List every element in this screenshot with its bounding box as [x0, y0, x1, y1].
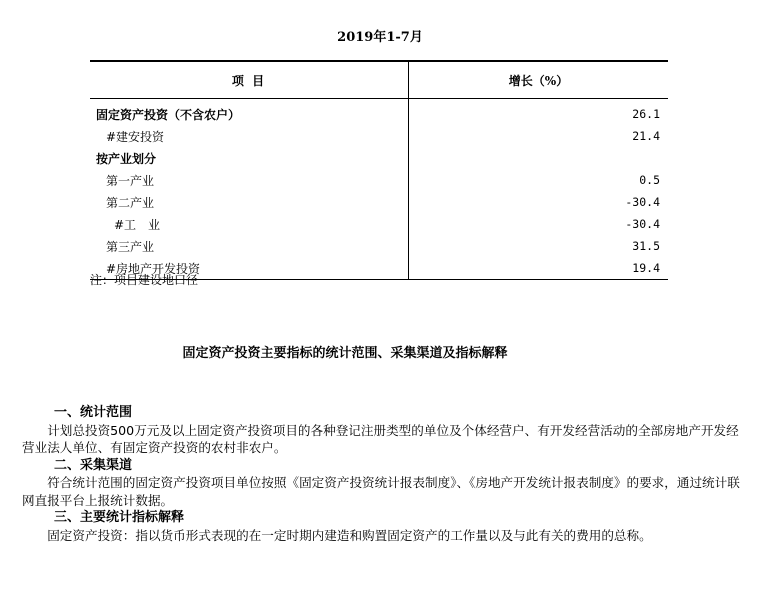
row-value: 21.4: [632, 129, 660, 143]
table-row: [90, 147, 668, 169]
report-period: 2019年1-7月: [337, 30, 423, 45]
column-header-growth: 增长（%）: [409, 61, 669, 99]
table-row: [90, 99, 668, 126]
table-row: [90, 125, 668, 147]
explanation-block: [22, 404, 748, 544]
row-value: -30.4: [625, 195, 660, 209]
table-row: [90, 213, 668, 235]
column-header-item: 项 目: [90, 61, 409, 99]
row-value: -30.4: [625, 217, 660, 231]
paragraph-channel: 符合统计范围的固定资产投资项目单位按照《固定资产投资统计报表制度》、《房地产开发统计报表制度》的要求，通过统计联网直报平台上报统计数据。: [22, 475, 740, 508]
table-note: 注：项目建设地口径: [90, 273, 199, 287]
row-label: #工 业: [90, 213, 409, 235]
heading-scope: 一、统计范围: [54, 405, 133, 420]
table-row: [90, 169, 668, 191]
table-row: [90, 235, 668, 257]
table-row: [90, 191, 668, 213]
row-value: 31.5: [632, 239, 660, 253]
row-value: 19.4: [409, 257, 669, 280]
row-label: #房地产开发投资: [90, 257, 409, 280]
section-title: 固定资产投资主要指标的统计范围、采集渠道及指标解释: [182, 346, 508, 361]
table-header-row: [90, 61, 668, 99]
row-label: #建安投资: [90, 125, 409, 147]
row-label: 第一产业: [90, 169, 409, 191]
row-label: 按产业划分: [90, 147, 409, 169]
row-value: [409, 147, 669, 169]
row-label: 固定资产投资（不含农户）: [90, 99, 409, 126]
heading-indicators: 三、主要统计指标解释: [54, 510, 185, 525]
row-value: 26.1: [632, 107, 660, 121]
row-label: 第三产业: [90, 235, 409, 257]
paragraph-scope: 计划总投资500万元及以上固定资产投资项目的各种登记注册类型的单位及个体经营户、有开发经营活动的全部房地产开发经营业法人单位、有固定资产投资的农村非农户。: [22, 422, 739, 455]
heading-channel: 二、采集渠道: [54, 457, 133, 473]
row-label: 第二产业: [90, 191, 409, 213]
paragraph-indicators: 固定资产投资：指以货币形式表现的在一定时期内建造和购置固定资产的工作量以及与此有关的费用的总称。: [47, 527, 652, 543]
row-value: 0.5: [639, 173, 660, 187]
growth-table: [90, 60, 668, 280]
